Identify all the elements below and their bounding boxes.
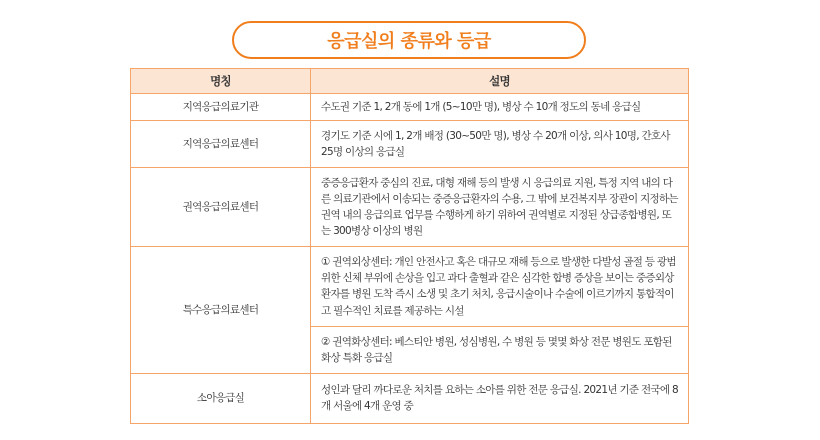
- row-description-burn-center: ② 권역화상센터: 베스티안 병원, 성심병원, 수 병원 등 몇몇 화상 전문 병원도 포함된 화상 특화 응급실: [311, 326, 689, 373]
- table-row: [131, 94, 689, 121]
- row-description: 수도권 기준 1, 2개 동에 1개 (5~10만 명), 병상 수 10개 정도의 동네 응급실: [311, 94, 689, 121]
- table-header-row: [131, 69, 689, 94]
- er-types-table: [130, 68, 689, 424]
- row-description: 경기도 기준 시에 1, 2개 배정 (30~50만 명), 병상 수 20개 이상, 의사 10명, 간호사 25명 이상의 응급실: [311, 121, 689, 168]
- table-row: [131, 168, 689, 247]
- page-title: 응급실의 종류와 등급: [232, 21, 586, 59]
- table-row: [131, 121, 689, 168]
- table-row: [131, 247, 689, 327]
- row-name: 특수응급의료센터: [131, 247, 311, 374]
- column-header-description: 설명: [311, 69, 689, 94]
- row-description-trauma-center: ① 권역외상센터: 개인 안전사고 혹은 대규모 재해 등으로 발생한 다발성 골절 등 광범위한 신체 부위에 손상을 입고 과다 출혈과 같은 심각한 합병 증상을 보이는 중증외상환자를 병원 도착 즉시 소생 및 초기 처치, 응급시술이나 수술에 이르기까지 통합적이고 필수적인 치료를 제공하는 시설: [311, 247, 689, 327]
- table-row: [131, 373, 689, 423]
- row-name: 권역응급의료센터: [131, 168, 311, 247]
- row-name: 지역응급의료센터: [131, 121, 311, 168]
- row-name: 지역응급의료기관: [131, 94, 311, 121]
- row-name: 소아응급실: [131, 373, 311, 423]
- row-description: 성인과 달리 까다로운 처치를 요하는 소아를 위한 전문 응급실. 2021년 기준 전국에 8개 서울에 4개 운영 중: [311, 373, 689, 423]
- column-header-name: 명칭: [131, 69, 311, 94]
- row-description: 중증응급환자 중심의 진료, 대형 재해 등의 발생 시 응급의료 지원, 특정 지역 내의 다른 의료기관에서 이송되는 중증응급환자의 수용, 그 밖에 보건복지부 장관이 지정하는 권역 내의 응급의료 업무를 수행하게 하기 위하여 권역별로 지정된 상급종합병원, 또는 300병상 이상의 병원: [311, 168, 689, 247]
